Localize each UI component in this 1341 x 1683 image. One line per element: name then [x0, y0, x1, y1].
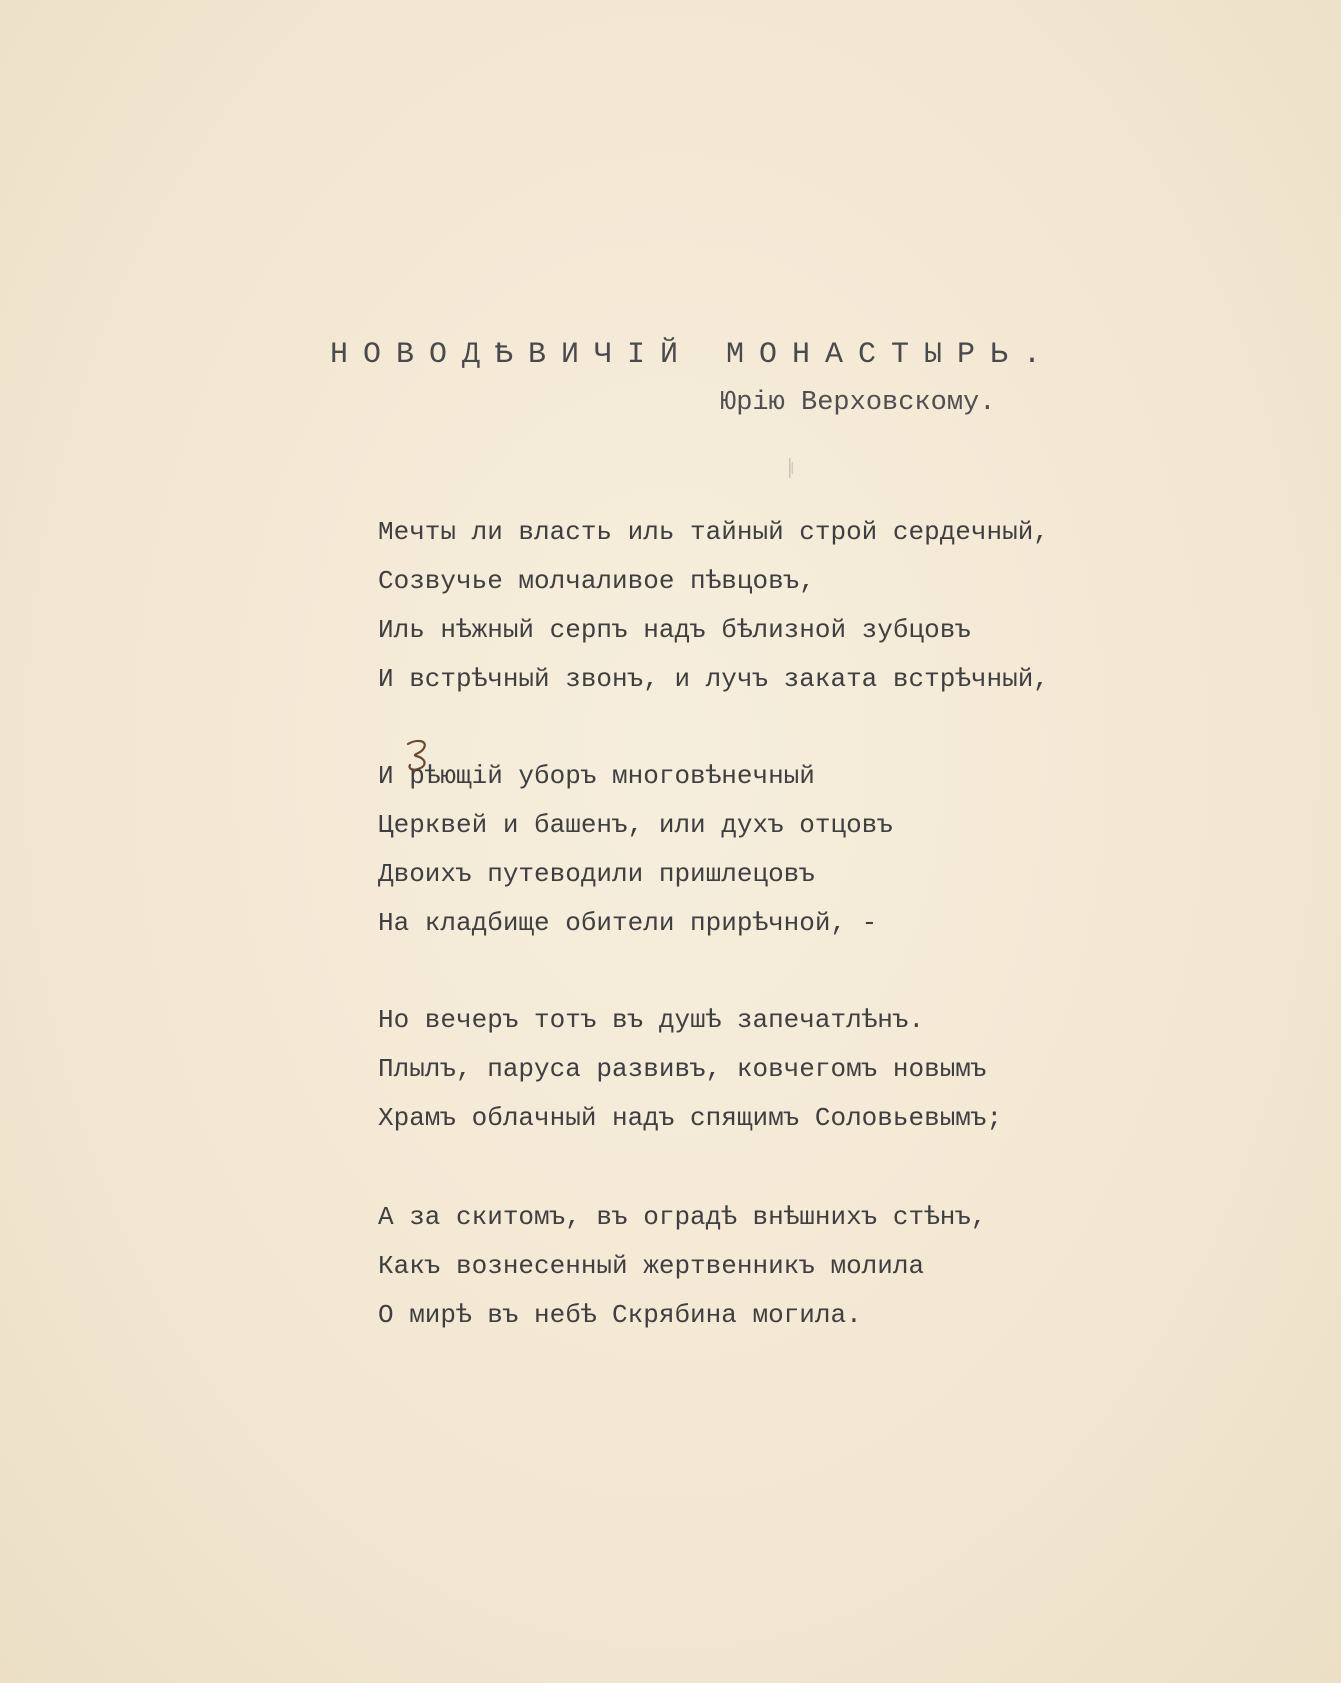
stanza-break: [378, 948, 1138, 996]
poem-title: НОВОДѢВИЧІЙ МОНАСТЫРЬ.: [330, 338, 1057, 372]
stanza-break: [378, 704, 1138, 752]
poem-dedication: Юрію Верховскому.: [720, 388, 996, 418]
stanza-break: [378, 1143, 1138, 1193]
poem-line: А за скитомъ, въ оградѣ внѣшнихъ стѣнъ,: [378, 1202, 987, 1232]
stray-ink-mark: [789, 458, 793, 478]
poem-line: Плылъ, паруса развивъ, ковчегомъ новымъ: [378, 1054, 987, 1084]
poem-line: Храмъ облачный надъ спящимъ Соловьевымъ;: [378, 1103, 1003, 1133]
poem-line: Двоихъ путеводили пришлецовъ: [378, 859, 815, 889]
poem-line: И рѣющій уборъ многовѣнечный: [378, 761, 815, 791]
stanza-3: [378, 996, 1138, 1143]
poem-line: О мирѣ въ небѣ Скрябина могила.: [378, 1300, 862, 1330]
poem-line: Созвучье молчаливое пѣвцовъ,: [378, 566, 815, 596]
poem-line: На кладбище обители прирѣчной, -: [378, 908, 878, 938]
stanza-2: [378, 752, 1138, 948]
poem-body: [378, 508, 1138, 1340]
stanza-1: [378, 508, 1138, 704]
poem-line: И встрѣчный звонъ, и лучъ заката встрѣчный,: [378, 664, 1049, 694]
stanza-4: [378, 1193, 1138, 1340]
poem-line: Мечты ли власть иль тайный строй сердечный,: [378, 517, 1049, 547]
poem-line: Иль нѣжный серпъ надъ бѣлизной зубцовъ: [378, 615, 971, 645]
poem-line: Церквей и башенъ, или духъ отцовъ: [378, 810, 893, 840]
poem-line: Какъ вознесенный жертвенникъ молила: [378, 1251, 925, 1281]
poem-line: Но вечеръ тотъ въ душѣ запечатлѣнъ.: [378, 1005, 925, 1035]
